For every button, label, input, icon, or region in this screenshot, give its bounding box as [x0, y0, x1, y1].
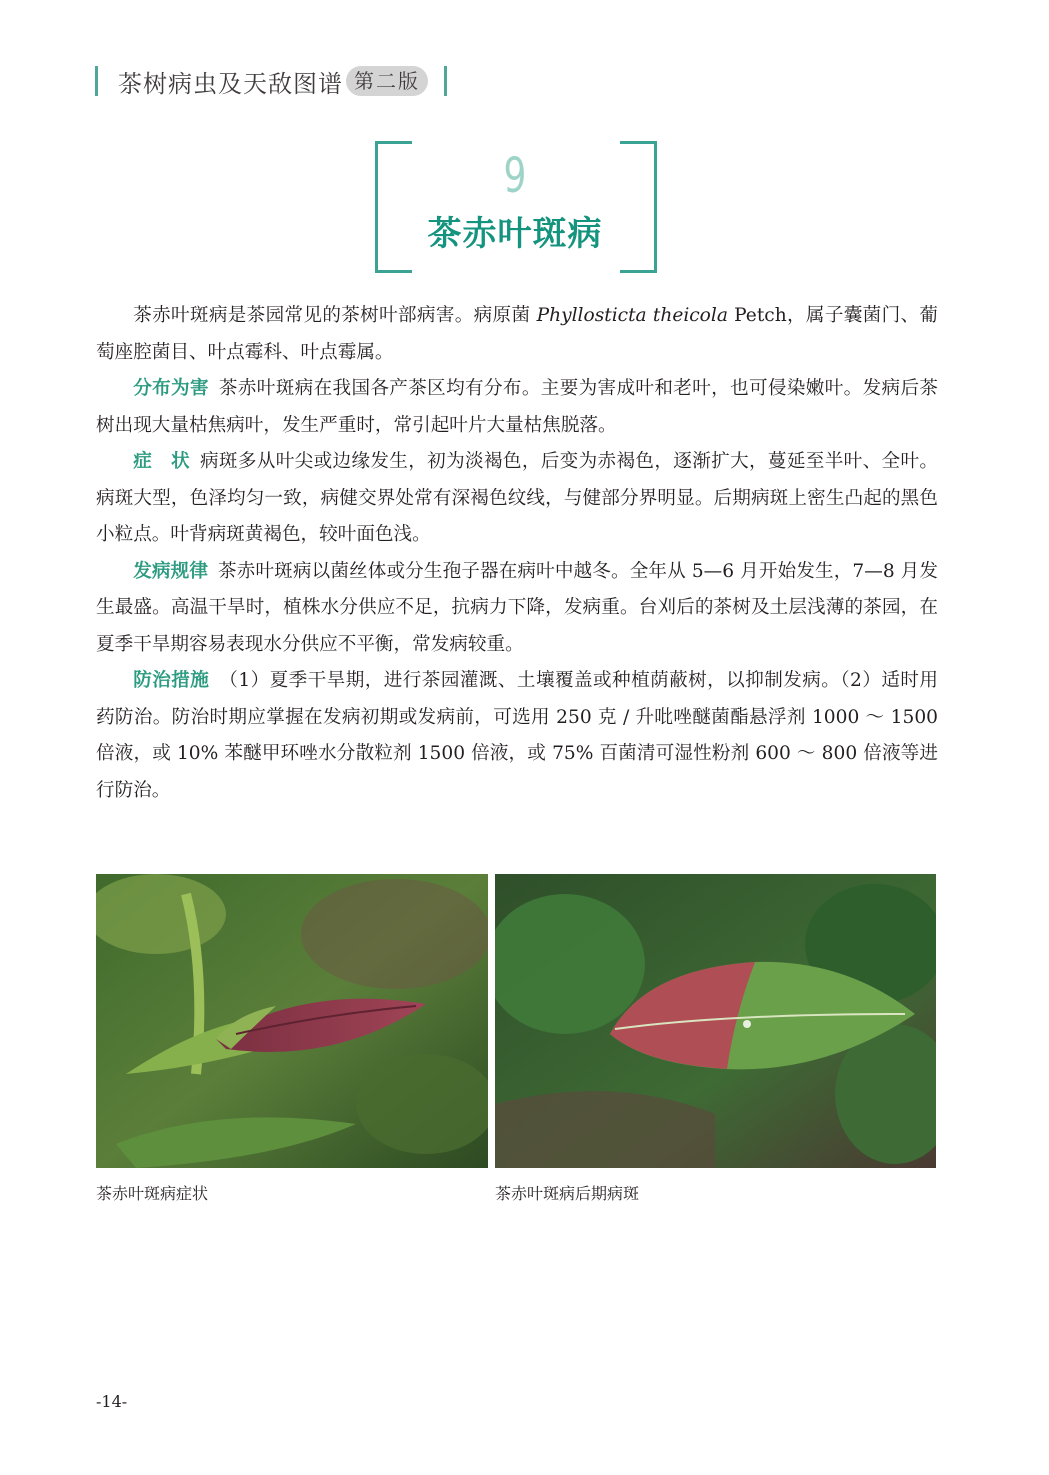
leaf-photo-icon [96, 874, 488, 1168]
section-heading: 分布为害 [133, 378, 209, 399]
section-text: 茶赤叶斑病以菌丝体或分生孢子器在病叶中越冬。全年从 5—6 月开始发生，7—8 月发生最盛。高温干旱时，植株水分供应不足，抗病力下降，发病重。台刈后的茶树及土层浅薄的茶园，在夏季干旱期容易表现水分供应不平衡，常发病较重。 [96, 560, 938, 655]
chapter-number: 9 [503, 148, 527, 204]
article-body [96, 298, 938, 809]
header-left-rule [95, 66, 98, 96]
diseased-tea-leaf-photo [96, 874, 488, 1168]
section-heading: 症 状 [133, 451, 190, 472]
section-control [96, 663, 938, 809]
page-number: -14- [96, 1392, 128, 1411]
chapter-frame-right-bracket [620, 141, 657, 273]
edition-badge: 第二版 [346, 66, 428, 96]
pathogen-latin-name: Phyllosticta theicola [536, 305, 728, 326]
chapter-title: 茶赤叶斑病 [427, 214, 603, 254]
book-title: 茶树病虫及天敌图谱 [118, 70, 343, 98]
section-text: 茶赤叶斑病在我国各产茶区均有分布。主要为害成叶和老叶，也可侵染嫩叶。发病后茶树出现大量枯焦病叶，发生严重时，常引起叶片大量枯焦脱落。 [96, 378, 938, 436]
section-distribution [96, 371, 938, 444]
leaf-photo-icon [495, 874, 936, 1168]
section-occurrence [96, 554, 938, 664]
late-stage-lesion-leaf-photo [495, 874, 936, 1168]
section-heading: 发病规律 [133, 560, 209, 582]
section-heading: 防治措施 [133, 670, 210, 691]
section-text: 病斑多从叶尖或边缘发生，初为淡褐色，后变为赤褐色，逐渐扩大，蔓延至半叶、全叶。病斑大型，色泽均匀一致，病健交界处常有深褐色纹线，与健部分界明显。后期病斑上密生凸起的黑色小粒点。叶背病斑黄褐色，较叶面色浅。 [96, 451, 938, 545]
header-right-rule [444, 66, 447, 96]
figure-caption: 茶赤叶斑病后期病斑 [495, 1184, 640, 1203]
section-text: （1）夏季干旱期，进行茶园灌溉、土壤覆盖或种植荫蔽树，以抑制发病。（2）适时用药防治。防治时期应掌握在发病初期或发病前，可选用 250 克 / 升吡唑醚菌酯悬浮剂 1000 ～ 1500 倍液，或 10% 苯醚甲环唑水分散粒剂 1500 倍液，或 75% 百菌清可湿性粉剂 600 ～ 800 倍液等进行防治。 [96, 670, 938, 801]
intro-paragraph: 茶赤叶斑病是茶园常见的茶树叶部病害。病原菌 Phyllosticta theicola Petch，属子囊菌门、葡萄座腔菌目、叶点霉科、叶点霉属。 [96, 305, 938, 363]
section-symptoms [96, 444, 938, 554]
figure-caption: 茶赤叶斑病症状 [96, 1184, 209, 1203]
